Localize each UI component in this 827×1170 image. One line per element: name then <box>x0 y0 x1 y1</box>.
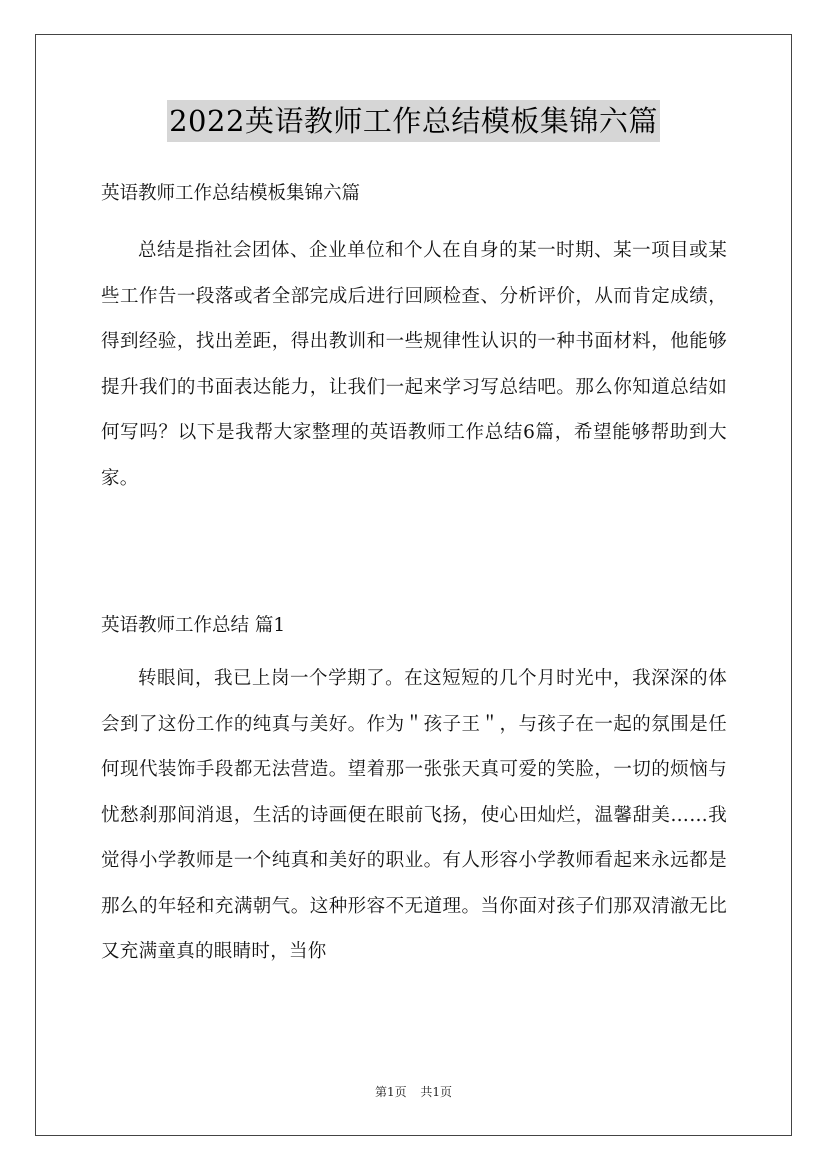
page-total: 共1页 <box>420 1085 453 1099</box>
section-heading: 英语教师工作总结 篇1 <box>101 615 286 636</box>
intro-paragraph: 总结是指社会团体、企业单位和个人在自身的某一时期、某一项目或某些工作告一段落或者全部完成后进行回顾检查、分析评价，从而肯定成绩，得到经验，找出差距，得出教训和一些规律性认识的一种书面材料，他能够提升我们的书面表达能力，让我们一起来学习写总结吧。那么你知道总结如何写吗？以下是我帮大家整理的英语教师工作总结6篇，希望能够帮助到大家。 <box>101 240 727 489</box>
document-title-container <box>0 100 827 142</box>
section-paragraph: 转眼间，我已上岗一个学期了。在这短短的几个月时光中，我深深的体会到了这份工作的纯真与美好。作为＂孩子王＂，与孩子在一起的氛围是任何现代装饰手段都无法营造。望着那一张张天真可爱的笑脸，一切的烦恼与忧愁刹那间消退，生活的诗画便在眼前飞扬，使心田灿烂，温馨甜美……我觉得小学教师是一个纯真和美好的职业。有人形容小学教师看起来永远都是那么的年轻和充满朝气。这种形容不无道理。当你面对孩子们那双清澈无比又充满童真的眼睛时，当你 <box>101 668 727 962</box>
document-title: 2022英语教师工作总结模板集锦六篇 <box>167 100 660 142</box>
page-number: 第1页 <box>374 1085 407 1099</box>
document-subtitle: 英语教师工作总结模板集锦六篇 <box>101 183 361 204</box>
page-footer <box>0 1083 827 1100</box>
